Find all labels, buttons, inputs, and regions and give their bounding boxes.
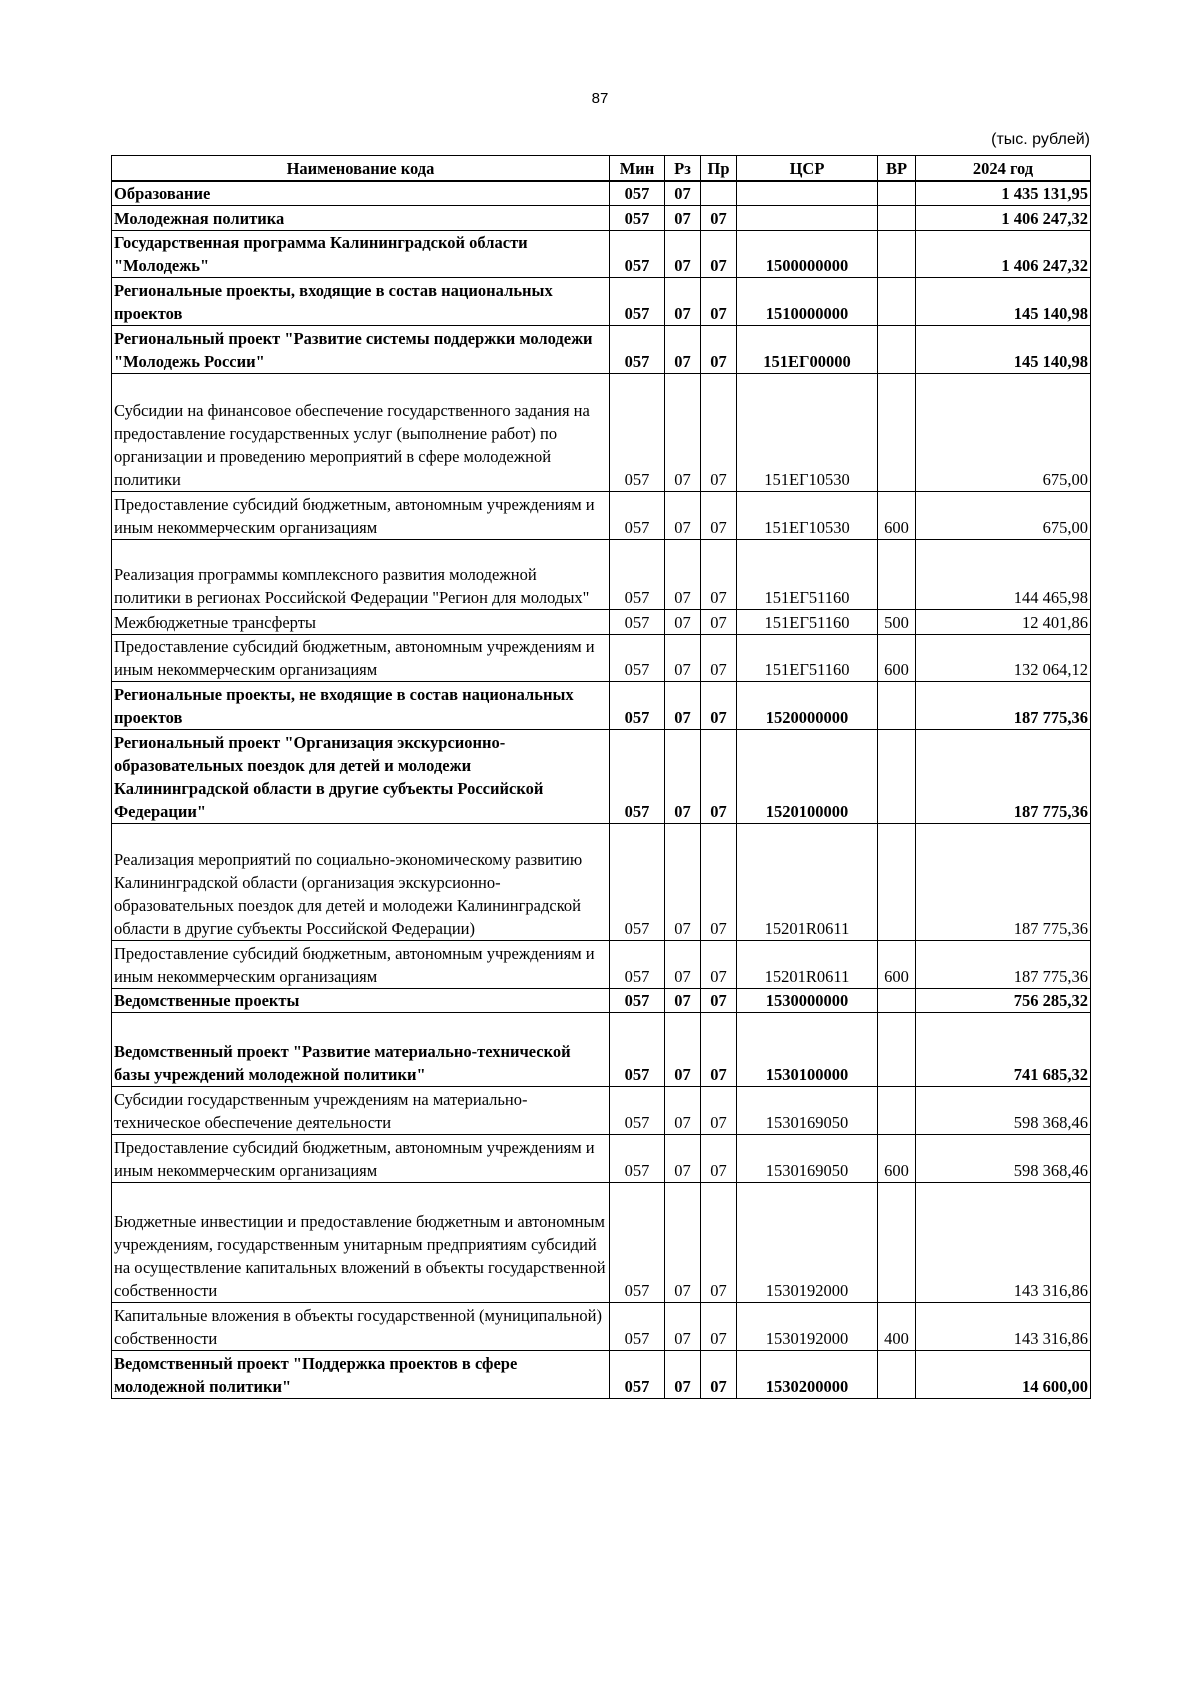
- table-row: [112, 181, 1091, 206]
- table-row: [112, 231, 1091, 278]
- cell-min: 057: [610, 206, 665, 231]
- table-row: [112, 492, 1091, 540]
- cell-csr: 151ЕГ51160: [737, 540, 878, 610]
- cell-min: 057: [610, 610, 665, 635]
- cell-pr: 07: [701, 1013, 737, 1087]
- cell-name: Ведомственный проект "Поддержка проектов в сфере молодежной политики": [112, 1351, 610, 1399]
- cell-min: 057: [610, 231, 665, 278]
- cell-name: Региональный проект "Организация экскурсионно-образовательных поездок для детей и молодежи Калининградской области в другие субъекты Российской Федерации": [112, 730, 610, 824]
- cell-name: Молодежная политика: [112, 206, 610, 231]
- cell-name: Образование: [112, 181, 610, 206]
- cell-rz: 07: [665, 1351, 701, 1399]
- table-row: [112, 1183, 1091, 1303]
- cell-vr: [878, 824, 916, 941]
- cell-rz: 07: [665, 492, 701, 540]
- cell-vr: 400: [878, 1303, 916, 1351]
- cell-name: Государственная программа Калининградской области "Молодежь": [112, 231, 610, 278]
- cell-rz: 07: [665, 1135, 701, 1183]
- cell-rz: 07: [665, 1303, 701, 1351]
- cell-sum: 675,00: [916, 374, 1091, 492]
- table-row: [112, 682, 1091, 730]
- cell-vr: 600: [878, 635, 916, 682]
- cell-pr: 07: [701, 206, 737, 231]
- cell-rz: 07: [665, 730, 701, 824]
- cell-csr: 151ЕГ10530: [737, 374, 878, 492]
- cell-name: Предоставление субсидий бюджетным, автономным учреждениям и иным некоммерческим организациям: [112, 1135, 610, 1183]
- table-row: [112, 1303, 1091, 1351]
- cell-vr: [878, 326, 916, 374]
- cell-csr: 1530192000: [737, 1183, 878, 1303]
- cell-pr: 07: [701, 1183, 737, 1303]
- cell-pr: 07: [701, 635, 737, 682]
- cell-min: 057: [610, 540, 665, 610]
- cell-sum: 1 435 131,95: [916, 181, 1091, 206]
- cell-rz: 07: [665, 682, 701, 730]
- cell-min: 057: [610, 1013, 665, 1087]
- cell-rz: 07: [665, 326, 701, 374]
- cell-sum: 598 368,46: [916, 1135, 1091, 1183]
- cell-sum: 1 406 247,32: [916, 206, 1091, 231]
- table-row: [112, 1135, 1091, 1183]
- cell-min: 057: [610, 635, 665, 682]
- table-row: [112, 1013, 1091, 1087]
- header-year: 2024 год: [916, 156, 1091, 182]
- cell-rz: 07: [665, 989, 701, 1013]
- cell-csr: 1530169050: [737, 1135, 878, 1183]
- table-row: [112, 1087, 1091, 1135]
- table-row: [112, 635, 1091, 682]
- cell-pr: [701, 181, 737, 206]
- cell-sum: 145 140,98: [916, 278, 1091, 326]
- cell-min: 057: [610, 1303, 665, 1351]
- cell-name: Региональные проекты, входящие в состав национальных проектов: [112, 278, 610, 326]
- header-csr: ЦСР: [737, 156, 878, 182]
- cell-min: 057: [610, 941, 665, 989]
- cell-min: 057: [610, 1351, 665, 1399]
- header-min: Мин: [610, 156, 665, 182]
- cell-pr: 07: [701, 824, 737, 941]
- cell-csr: 1530100000: [737, 1013, 878, 1087]
- header-pr: Пр: [701, 156, 737, 182]
- cell-vr: [878, 206, 916, 231]
- cell-name: Ведомственные проекты: [112, 989, 610, 1013]
- cell-vr: [878, 231, 916, 278]
- cell-rz: 07: [665, 824, 701, 941]
- cell-vr: 600: [878, 941, 916, 989]
- cell-sum: 143 316,86: [916, 1183, 1091, 1303]
- cell-csr: 151ЕГ51160: [737, 635, 878, 682]
- cell-vr: [878, 181, 916, 206]
- cell-name: Межбюджетные трансферты: [112, 610, 610, 635]
- cell-rz: 07: [665, 231, 701, 278]
- cell-pr: 07: [701, 682, 737, 730]
- cell-sum: 675,00: [916, 492, 1091, 540]
- cell-rz: 07: [665, 1183, 701, 1303]
- cell-rz: 07: [665, 635, 701, 682]
- cell-csr: 1500000000: [737, 231, 878, 278]
- header-rz: Рз: [665, 156, 701, 182]
- cell-min: 057: [610, 492, 665, 540]
- table-row: [112, 730, 1091, 824]
- cell-name: Предоставление субсидий бюджетным, автономным учреждениям и иным некоммерческим организациям: [112, 492, 610, 540]
- cell-vr: 600: [878, 1135, 916, 1183]
- cell-name: Капитальные вложения в объекты государственной (муниципальной) собственности: [112, 1303, 610, 1351]
- cell-rz: 07: [665, 181, 701, 206]
- cell-pr: 07: [701, 730, 737, 824]
- header-vr: ВР: [878, 156, 916, 182]
- cell-csr: 151ЕГ10530: [737, 492, 878, 540]
- cell-rz: 07: [665, 1013, 701, 1087]
- cell-vr: [878, 540, 916, 610]
- cell-rz: 07: [665, 610, 701, 635]
- cell-pr: 07: [701, 941, 737, 989]
- table-row: [112, 326, 1091, 374]
- table-row: [112, 540, 1091, 610]
- cell-name: Бюджетные инвестиции и предоставление бюджетным и автономным учреждениям, государственным унитарным предприятиям субсидий на осуществление капитальных вложений в объекты государственной собственности: [112, 1183, 610, 1303]
- page-number: 87: [591, 90, 609, 107]
- cell-vr: [878, 1013, 916, 1087]
- cell-vr: [878, 730, 916, 824]
- cell-csr: 15201R0611: [737, 941, 878, 989]
- cell-sum: 1 406 247,32: [916, 231, 1091, 278]
- cell-csr: [737, 181, 878, 206]
- cell-pr: 07: [701, 540, 737, 610]
- cell-pr: 07: [701, 231, 737, 278]
- cell-pr: 07: [701, 374, 737, 492]
- cell-vr: [878, 1087, 916, 1135]
- table-row: [112, 1351, 1091, 1399]
- cell-name: Реализация мероприятий по социально-экономическому развитию Калининградской области (организация экскурсионно-образовательных поездок для детей и молодежи Калининградской области в другие субъекты Российской Федерации): [112, 824, 610, 941]
- cell-vr: [878, 1183, 916, 1303]
- cell-min: 057: [610, 730, 665, 824]
- table-row: [112, 824, 1091, 941]
- cell-sum: 144 465,98: [916, 540, 1091, 610]
- cell-pr: 07: [701, 1135, 737, 1183]
- cell-vr: 500: [878, 610, 916, 635]
- cell-csr: 1530169050: [737, 1087, 878, 1135]
- cell-rz: 07: [665, 540, 701, 610]
- cell-sum: 187 775,36: [916, 682, 1091, 730]
- cell-name: Ведомственный проект "Развитие материально-технической базы учреждений молодежной политики": [112, 1013, 610, 1087]
- cell-min: 057: [610, 374, 665, 492]
- cell-name: Субсидии на финансовое обеспечение государственного задания на предоставление государственных услуг (выполнение работ) по организации и проведению мероприятий в сфере молодежной политики: [112, 374, 610, 492]
- table-row: [112, 374, 1091, 492]
- cell-rz: 07: [665, 941, 701, 989]
- cell-csr: 151ЕГ51160: [737, 610, 878, 635]
- cell-pr: 07: [701, 1351, 737, 1399]
- cell-name: Региональные проекты, не входящие в состав национальных проектов: [112, 682, 610, 730]
- table-row: [112, 278, 1091, 326]
- table-row: [112, 206, 1091, 231]
- cell-sum: 143 316,86: [916, 1303, 1091, 1351]
- cell-pr: 07: [701, 989, 737, 1013]
- table-row: [112, 989, 1091, 1013]
- cell-pr: 07: [701, 610, 737, 635]
- cell-min: 057: [610, 989, 665, 1013]
- header-name: Наименование кода: [112, 156, 610, 182]
- cell-pr: 07: [701, 326, 737, 374]
- cell-min: 057: [610, 682, 665, 730]
- cell-vr: [878, 1351, 916, 1399]
- cell-sum: 145 140,98: [916, 326, 1091, 374]
- units-label: (тыс. рублей): [991, 131, 1090, 148]
- cell-name: Региональный проект "Развитие системы поддержки молодежи "Молодежь России": [112, 326, 610, 374]
- cell-min: 057: [610, 326, 665, 374]
- cell-sum: 741 685,32: [916, 1013, 1091, 1087]
- cell-min: 057: [610, 824, 665, 941]
- cell-rz: 07: [665, 278, 701, 326]
- cell-name: Реализация программы комплексного развития молодежной политики в регионах Российской Федерации "Регион для молодых": [112, 540, 610, 610]
- cell-min: 057: [610, 278, 665, 326]
- cell-pr: 07: [701, 492, 737, 540]
- cell-name: Предоставление субсидий бюджетным, автономным учреждениям и иным некоммерческим организациям: [112, 635, 610, 682]
- cell-sum: 12 401,86: [916, 610, 1091, 635]
- cell-name: Субсидии государственным учреждениям на материально-техническое обеспечение деятельности: [112, 1087, 610, 1135]
- cell-csr: 1530192000: [737, 1303, 878, 1351]
- cell-pr: 07: [701, 278, 737, 326]
- cell-min: 057: [610, 1087, 665, 1135]
- cell-csr: [737, 206, 878, 231]
- cell-sum: 14 600,00: [916, 1351, 1091, 1399]
- cell-sum: 187 775,36: [916, 941, 1091, 989]
- cell-csr: 15201R0611: [737, 824, 878, 941]
- cell-csr: 1530200000: [737, 1351, 878, 1399]
- cell-csr: 1520000000: [737, 682, 878, 730]
- cell-vr: 600: [878, 492, 916, 540]
- cell-vr: [878, 374, 916, 492]
- cell-vr: [878, 682, 916, 730]
- table-row: [112, 610, 1091, 635]
- cell-sum: 187 775,36: [916, 824, 1091, 941]
- cell-rz: 07: [665, 374, 701, 492]
- cell-pr: 07: [701, 1087, 737, 1135]
- cell-min: 057: [610, 1135, 665, 1183]
- cell-rz: 07: [665, 1087, 701, 1135]
- cell-sum: 187 775,36: [916, 730, 1091, 824]
- cell-csr: 151ЕГ00000: [737, 326, 878, 374]
- budget-table: [111, 155, 1091, 1399]
- cell-min: 057: [610, 181, 665, 206]
- cell-vr: [878, 989, 916, 1013]
- cell-sum: 756 285,32: [916, 989, 1091, 1013]
- cell-rz: 07: [665, 206, 701, 231]
- cell-min: 057: [610, 1183, 665, 1303]
- header-row: [112, 156, 1091, 182]
- cell-vr: [878, 278, 916, 326]
- cell-sum: 598 368,46: [916, 1087, 1091, 1135]
- cell-pr: 07: [701, 1303, 737, 1351]
- table-row: [112, 941, 1091, 989]
- cell-csr: 1520100000: [737, 730, 878, 824]
- cell-csr: 1510000000: [737, 278, 878, 326]
- cell-csr: 1530000000: [737, 989, 878, 1013]
- cell-sum: 132 064,12: [916, 635, 1091, 682]
- cell-name: Предоставление субсидий бюджетным, автономным учреждениям и иным некоммерческим организациям: [112, 941, 610, 989]
